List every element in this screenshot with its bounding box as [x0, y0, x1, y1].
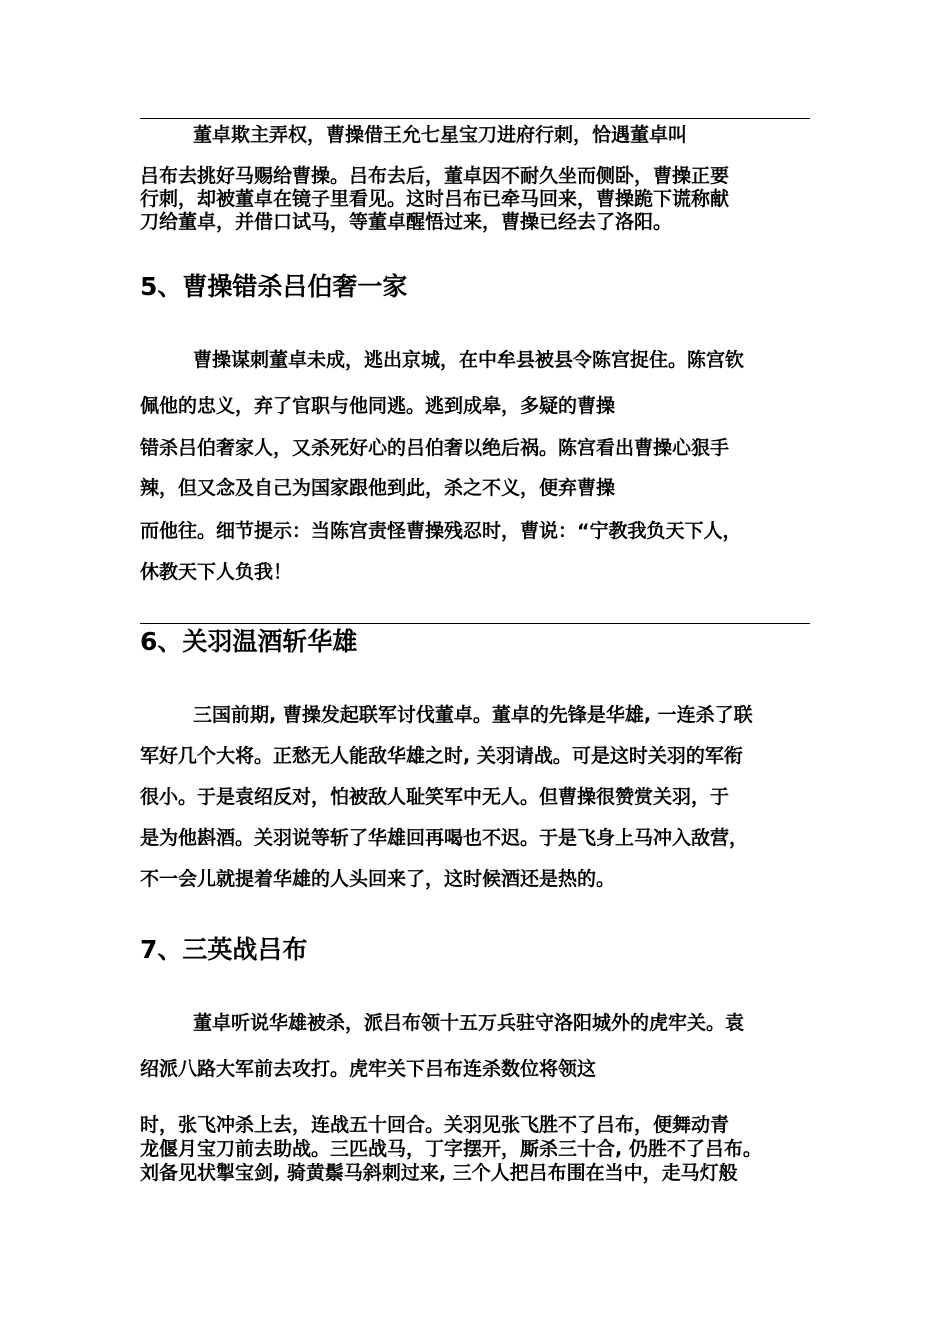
para5-line-6: 休教天下人负我！: [140, 561, 293, 583]
para6-line-5: 不一会儿就提着华雄的人头回来了，这时候酒还是热的。: [140, 868, 616, 890]
para7-line-3: 时，张飞冲杀上去，连战五十回合。关羽见张飞胜不了吕布，便舞动青: [140, 1114, 730, 1136]
para6-line-2: 军好几个大将。正愁无人能敌华雄之时, 关羽请战。可是这时关羽的军衔: [140, 745, 743, 767]
section-5-heading: 5、曹操错杀吕伯奢一家: [140, 272, 408, 301]
para5-line-1: 曹操谋刺董卓未成，逃出京城，在中牟县被县令陈宫捉住。陈宫钦: [193, 349, 745, 371]
para1-line-2: 吕布去挑好马赐给曹操。吕布去后，董卓因不耐久坐而侧卧，曹操正要: [140, 165, 730, 187]
para5-line-4: 辣，但又念及自己为国家跟他到此，杀之不义，便弃曹操: [140, 477, 616, 499]
para6-line-3: 很小。于是袁绍反对，怕被敌人耻笑军中无人。但曹操很赞赏关羽，于: [140, 786, 730, 808]
section-6-heading: 6、关羽温酒斩华雄: [140, 627, 358, 656]
para1-line-1: 董卓欺主弄权，曹操借王允七星宝刀进府行刺，恰遇董卓叫: [193, 124, 688, 146]
para6-line-1: 三国前期, 曹操发起联军讨伐董卓。董卓的先锋是华雄, 一连杀了联: [193, 704, 753, 726]
para7-line-1: 董卓听说华雄被杀，派吕布领十五万兵驻守洛阳城外的虎牢关。袁: [193, 1012, 745, 1034]
para1-line-4: 刀给董卓，并借口试马，等董卓醒悟过来，曹操已经去了洛阳。: [140, 211, 673, 233]
para7-line-4: 龙偃月宝刀前去助战。三匹战马，丁字摆开，厮杀三十合, 仍胜不了吕布。: [140, 1138, 762, 1160]
top-rule: [140, 118, 810, 119]
para7-line-2: 绍派八路大军前去攻打。虎牢关下吕布连杀数位将领这: [140, 1058, 597, 1080]
para7-line-5: 刘备见状掣宝剑, 骑黄鬃马斜刺过来, 三个人把吕布围在当中，走马灯般: [140, 1162, 738, 1184]
para6-line-4: 是为他斟酒。关羽说等斩了华雄回再喝也不迟。于是飞身上马冲入敌营，: [140, 827, 749, 849]
para1-line-3: 行刺，却被董卓在镜子里看见。这时吕布已牵马回来，曹操跪下谎称献: [140, 188, 730, 210]
para5-line-3: 错杀吕伯奢家人，又杀死好心的吕伯奢以绝后祸。陈宫看出曹操心狠手: [140, 437, 730, 459]
para5-line-2: 佩他的忠义，弃了官职与他同逃。逃到成皋，多疑的曹操: [140, 395, 616, 417]
section-divider: [140, 623, 810, 624]
section-7-heading: 7、三英战吕布: [140, 935, 308, 964]
para5-line-5: 而他往。细节提示：当陈宫责怪曹操残忍时，曹说：“宁教我负天下人，: [140, 520, 742, 542]
